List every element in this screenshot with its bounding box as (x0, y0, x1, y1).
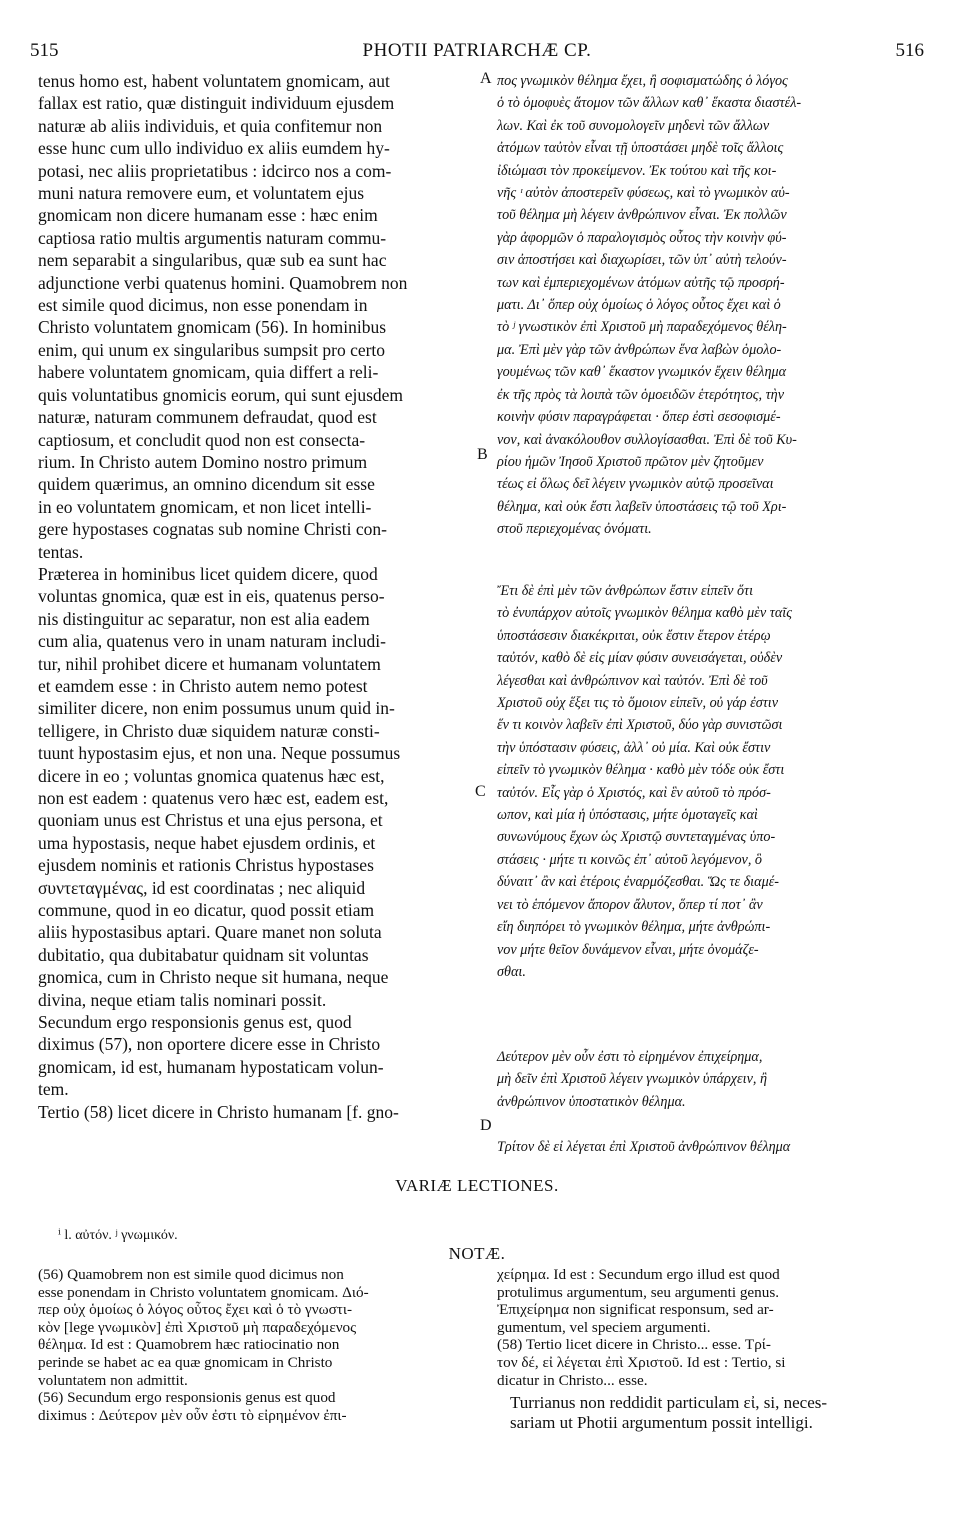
latin-text-line: gnomicam non dicere humanam esse : hæc enim (38, 205, 378, 226)
note-line: esse ponendam in Christo voluntatem gnomicam. Διό- (38, 1283, 369, 1301)
note-line: χείρημα. Id est : Secundum ergo illud est quod (497, 1266, 780, 1283)
note-line: perinde se habet ac ea quæ gnomicam in Christo (38, 1353, 333, 1371)
latin-text-line: voluntas gnomica, quæ est in eis, quatenus perso- (38, 586, 385, 607)
greek-text-line: νον μήτε θεῖον δυνάμενον εἶναι, μήτε ὀνομάζε- (497, 941, 759, 958)
latin-text-line: habere voluntatem gnomicam, quia differt a reli- (38, 362, 379, 383)
greek-text-line: νῆς ᶦ αὐτὸν ἀποστερεῖν φύσεως, καὶ τὸ γνωμικὸν αὐ- (497, 185, 790, 202)
latin-text-line: esse hunc cum ullo individuo ex aliis eumdem hy- (38, 138, 390, 159)
greek-text-line: δύναιτ᾽ ἂν καὶ ἑτέροις ἐναρμόζεσθαι. Ὥς τε διαμέ- (497, 874, 780, 891)
latin-text-line: tuunt hypostasim ejus, et non una. Neque possumus (38, 743, 401, 764)
latin-text-line: gere hypostases cognatas sub nomine Christi con- (38, 519, 387, 540)
note-line: voluntatem non admittit. (38, 1371, 188, 1389)
latin-text-line: gnomica, cum in Christo neque sit humana, neque (38, 967, 389, 988)
note-line: Turrianus non reddidit particulam εἰ, si, neces- (510, 1393, 828, 1412)
note-line: (56) Quamobrem non est simile quod dicimus non (38, 1266, 344, 1283)
greek-text-line: συνωνύμους ἔχων ὡς Χριστῷ συντεταγμένας ὑπο- (497, 829, 776, 846)
latin-text-line: quoniam unus est Christus et una ejus persona, et (38, 810, 383, 831)
notes-final-paragraph (510, 1393, 930, 1433)
greek-text-line: τὸ ʲ γνωστικὸν ἐπὶ Χριστοῦ μὴ παραδεχόμενος θέλη- (497, 319, 787, 336)
greek-text-line: ἐκ τῆς πρὸς τὰ λοιπὰ τῶν ὁμοειδῶν ἑτερότητος, τὴν (497, 386, 784, 403)
latin-text-line: et eamdem esse : in Christo autem nemo potest (38, 675, 368, 696)
greek-text-line: τὴν ὑπόστασιν φύσεις, ἀλλ᾽ οὐ μία. Καὶ οὐκ ἔστιν (497, 739, 771, 756)
greek-block-1 (497, 70, 922, 541)
latin-text-line: divina, neque etiam talis nominari possit. (38, 989, 327, 1010)
greek-text-line: τὸ ἐνυπάρχον αὐτοῖς γνωμικὸν θέλημα καθὸ μὲν ταῖς (497, 605, 792, 622)
note-line: dicatur in Christo... esse. (497, 1371, 648, 1389)
latin-text-line: Præterea in hominibus licet quidem dicere, quod (38, 563, 378, 584)
greek-text-line: ἀνθρώπινον ὑποστατικὸν θέλημα. (497, 1093, 686, 1110)
latin-text-line: similiter dicere, non enim possumus unum quid in- (38, 698, 395, 719)
page-number-left: 515 (30, 40, 59, 61)
latin-text-line: diximus (57), non oportere dicere esse in Christo (38, 1034, 381, 1055)
note-line: θέλημα. Id est : Quamobrem hæc ratiocinatio non (38, 1336, 340, 1354)
greek-text-line: λων. Καὶ ἐκ τοῦ συνομολογεῖν μηδενὶ τῶν ἄλλων (497, 117, 770, 134)
latin-text-line: in eo voluntatem gnomicam, et non licet intelli- (38, 496, 372, 517)
greek-text-line: ὁ τὸ ὁμοφυὲς ἄτομον τῶν ἄλλων καθ᾽ ἕκαστα διαστέλ- (497, 95, 802, 112)
latin-text-line: nem separabit a singularibus, quæ sub ea sunt hac (38, 250, 387, 271)
greek-text-line: ταὐτόν. Εἷς γὰρ ὁ Χριστός, καὶ ἓν αὐτοῦ τὸ πρόσ- (497, 784, 771, 801)
margin-letter-d: D (480, 1117, 492, 1134)
latin-text-line: dubitatio, qua dubitabatur quidnam sit voluntas (38, 944, 369, 965)
margin-letter-b: B (477, 446, 488, 463)
latin-text-line: Christo voluntatem gnomicam (56). In hominibus (38, 317, 387, 338)
note-line: (56) Secundum ergo responsionis genus est quod (38, 1389, 336, 1407)
notes-left-column (38, 1266, 470, 1424)
greek-text-line: στάσεις · μήτε τι κοινῶς ἐπ᾽ αὐτοῦ λεγόμενον, ὃ (497, 851, 763, 868)
greek-text-line: ματι. Δι᾽ ὅπερ οὐχ ὁμοίως ὁ λόγος οὗτος ἔχει καὶ ὁ (497, 297, 781, 314)
greek-text-line: ἕν τι κοινὸν λαβεῖν ἐπὶ Χριστοῦ, δύο γὰρ συνιστῶσι (497, 717, 783, 734)
latin-text-line: quidem quærimus, an omnino dicendum sit esse (38, 474, 375, 495)
greek-text-line: τοῦ θέλημα μὴ λέγειν ἀνθρώπινον εἶναι. Ἐκ πολλῶν (497, 207, 787, 224)
note-line: gumentum, vel speciem argumenti. (497, 1318, 711, 1336)
greek-text-line: ωπον, καὶ μία ἡ ὑπόστασις, μήτε ὁμοταγεῖς καὶ (497, 807, 758, 824)
note-line: κὸν [lege γνωμικὸν] ἐπὶ Χριστοῦ μὴ παραδεχόμενος (38, 1318, 357, 1336)
latin-text-line: potasi, nec aliis proprietatibus : idcirco nos a com- (38, 160, 392, 181)
greek-text-line: γουμένως τῶν καθ᾽ ἕκαστον γνωμικόν ἔχειν θέλημα (497, 364, 787, 381)
latin-text-line: naturæ, naturam communem defraudat, quod est (38, 407, 377, 428)
greek-text-line: Δεύτερον μὲν οὖν ἐστι τὸ εἰρημένον ἐπιχείρημα, (497, 1049, 763, 1065)
greek-text-line: νον, καὶ ἀνακόλουθον συλλογίσασθαι. Ἐπὶ δὲ τοῦ Κυ- (497, 431, 797, 448)
latin-text-line: ejusdem nominis et rationis Christus hypostases (38, 855, 374, 876)
note-line: Ἐπιχείρημα non significat responsum, sed ar- (497, 1301, 774, 1319)
notes-right-column (497, 1266, 922, 1389)
latin-text-line: dicere in eo ; voluntas gnomica quatenus hæc est, (38, 765, 385, 786)
latin-text-line: est simile quod dicimus, non esse ponendam in (38, 295, 368, 316)
greek-text-line: Χριστοῦ οὐχ ἕξει τις τὸ ὅμοιον εἰπεῖν, οὐ γάρ ἐστιν (497, 695, 779, 712)
latin-text-line: aliis hypostasibus aptari. Quare manet non soluta (38, 922, 382, 943)
greek-text-line: ταὐτόν, καθὸ δὲ εἰς μίαν φύσιν συνεισάγεται, οὐδὲν (497, 650, 783, 667)
greek-text-line: Ἔτι δὲ ἐπὶ μὲν τῶν ἀνθρώπων ἔστιν εἰπεῖν ὅτι (497, 583, 754, 599)
greek-text-line: σθαι. (497, 963, 526, 980)
latin-text-line: enim, qui unum ex singularibus sumpsit pro certo (38, 339, 386, 360)
latin-text-line: συντεταγμένας, id est coordinatas ; nec aliquid (38, 877, 366, 898)
greek-text-line: θέλημα, καὶ οὐκ ἔστι λαβεῖν ὑποστάσεις τῷ τοῦ Χρι- (497, 498, 787, 515)
latin-text-line: cum alia, quatenus vero in unam naturam includi- (38, 631, 386, 652)
latin-text-line: quis voluntatibus gnomicis eorum, qui sunt ejusdem (38, 384, 404, 405)
latin-text-line: muni natura removere eum, et voluntatem ejus (38, 183, 365, 204)
running-title: PHOTII PATRIARCHÆ CP. (362, 40, 592, 61)
latin-text-line: non est eadem : quatenus vero hæc est, eadem est, (38, 788, 389, 808)
greek-text-line: ρίου ἡμῶν Ἰησοῦ Χριστοῦ πρῶτον μὲν ζητοῦμεν (497, 453, 764, 470)
latin-text-line: tentas. (38, 541, 84, 562)
latin-text-line: adjunctione verbi quatenus homini. Quamobrem non (38, 272, 408, 293)
latin-text-line: telligere, in Christo duæ siquidem naturæ consti- (38, 720, 380, 741)
notae-heading: NOTÆ. (448, 1244, 506, 1263)
latin-text-line: uma hypostasis, neque habet ejusdem ordinis, et (38, 832, 376, 853)
greek-block-3 (497, 1046, 922, 1113)
greek-text-line: ἀτόμων ταὐτὸν εἶναι τῇ ὑποστάσει μηδὲ τοῖς ἄλλοις (497, 140, 784, 157)
note-line: (58) Tertio licet dicere in Christo... esse. Τρί- (497, 1336, 771, 1354)
latin-text-line: captiosa ratio multis argumentis naturam commu- (38, 227, 387, 248)
latin-text-line: fallax est ratio, quæ distinguit individuum ejusdem (38, 93, 395, 114)
note-line: περ οὐχ ὁμοίως ὁ λόγος οὗτος ἔχει καὶ ὁ τὸ γνωστι- (38, 1301, 353, 1319)
greek-text-line: κοινὴν φύσιν παραγράφεται · ὅπερ ἐστὶ σεσοφισμέ- (497, 409, 781, 426)
margin-letter-a: A (480, 70, 492, 87)
greek-text-line: νει τὸ ἑπόμενον ἄπορον ἄλυτον, ὅπερ τί ποτ᾽ ἂν (497, 896, 763, 913)
latin-text-line: tem. (38, 1079, 69, 1100)
latin-text-line: rium. In Christo autem Domino nostro primum (38, 451, 368, 472)
greek-text-line: μὴ δεῖν ἐπὶ Χριστοῦ λέγειν γνωμικὸν ὑπάρχειν, ἢ (497, 1071, 768, 1088)
latin-text-line: captiosum, et concludit quod non est consecta- (38, 429, 366, 450)
greek-text-line: λέγεσθαι καὶ ἀνθρώπινον καὶ ταὐτόν. Ἐπὶ δὲ τοῦ (497, 672, 768, 689)
greek-text-line: πος γνωμικὸν θέλημα ἔχει, ἢ σοφισματώδης ὁ λόγος (497, 73, 788, 89)
note-line: diximus : Δεύτερον μὲν οὖν ἐστι τὸ εἰρημένον ἐπι- (38, 1406, 347, 1424)
latin-text-line: Secundum ergo responsionis genus est, quod (38, 1012, 352, 1033)
greek-text-line: ἰδιώμασι τὸν προκείμενον. Ἐκ τούτου καὶ τῆς κοι- (497, 162, 777, 179)
latin-text-line: tur, nihil prohibet dicere et humanam voluntatem (38, 653, 381, 674)
note-line: τον δέ, εἰ λέγεται ἐπὶ Χριστοῦ. Id est : Tertio, si (497, 1353, 786, 1371)
greek-block-2 (497, 580, 922, 983)
page-header (0, 40, 954, 70)
greek-text-line: ὑποστάσεσιν διακέκριται, οὐκ ἔστιν ἕτερον ἑτέρῳ (497, 627, 771, 644)
latin-text-line: nis distinguitur ac separatur, non est alia eadem (38, 608, 370, 629)
greek-text-line: σιν ἀποστήσει καὶ διαχωρίσει, τῶν ὑπ᾽ αὐτὴ τελούν- (497, 252, 787, 269)
latin-text-line: Tertio (58) licet dicere in Christo humanam [f. gno- (38, 1101, 399, 1122)
greek-text-line: εἴη διηπόρει τὸ γνωμικὸν θέλημα, μήτε ἀνθρώπι- (497, 919, 771, 936)
page-number-right: 516 (895, 40, 924, 61)
latin-text-line: tenus homo est, habent voluntatem gnomicam, aut (38, 71, 390, 91)
latin-column (38, 70, 472, 1123)
greek-block-4: Τρίτον δὲ εἰ λέγεται ἐπὶ Χριστοῦ ἀνθρώπινον θέλημα (497, 1139, 791, 1155)
greek-text-line: μα. Ἐπὶ μὲν γὰρ τῶν ἀνθρώπων ἕνα λαβὼν ὁμολο- (497, 341, 782, 358)
greek-text-line: στοῦ περιεχομένας ὀνόματι. (497, 521, 652, 538)
latin-text-line: gnomicam, id est, humanam hypostaticam volun- (38, 1056, 384, 1077)
variae-lectiones-text: ⁱ l. αὐτόν. ʲ γνωμικόν. (58, 1228, 178, 1243)
note-line: protulimus argumentum, seu argumenti genus. (497, 1283, 780, 1301)
greek-text-line: γὰρ ἀφορμῶν ὁ παραλογισμὸς οὗτος τὴν κοινὴν φύ- (497, 229, 787, 246)
greek-text-line: τέως εἰ ὅλως δεῖ λέγειν γνωμικὸν αὐτῷ προσεῖναι (497, 476, 774, 493)
greek-text-line: εἰπεῖν τὸ γνωμικὸν θέλημα · καθὸ μὲν τόδε οὐκ ἔστι (497, 762, 785, 779)
latin-text-line: commune, quod in eo dicatur, quod possit etiam (38, 900, 375, 921)
variae-lectiones-heading: VARIÆ LECTIONES. (395, 1176, 559, 1195)
note-line: sariam ut Photii argumentum possit intelligi. (510, 1413, 813, 1432)
latin-text-line: naturæ ab aliis individuis, et quia confitemur non (38, 115, 383, 136)
greek-text-line: των καὶ ἐμπεριεχομένων ἀτόμων αὐτῆς τῷ προσρή- (497, 274, 785, 291)
margin-letter-c: C (475, 783, 486, 800)
